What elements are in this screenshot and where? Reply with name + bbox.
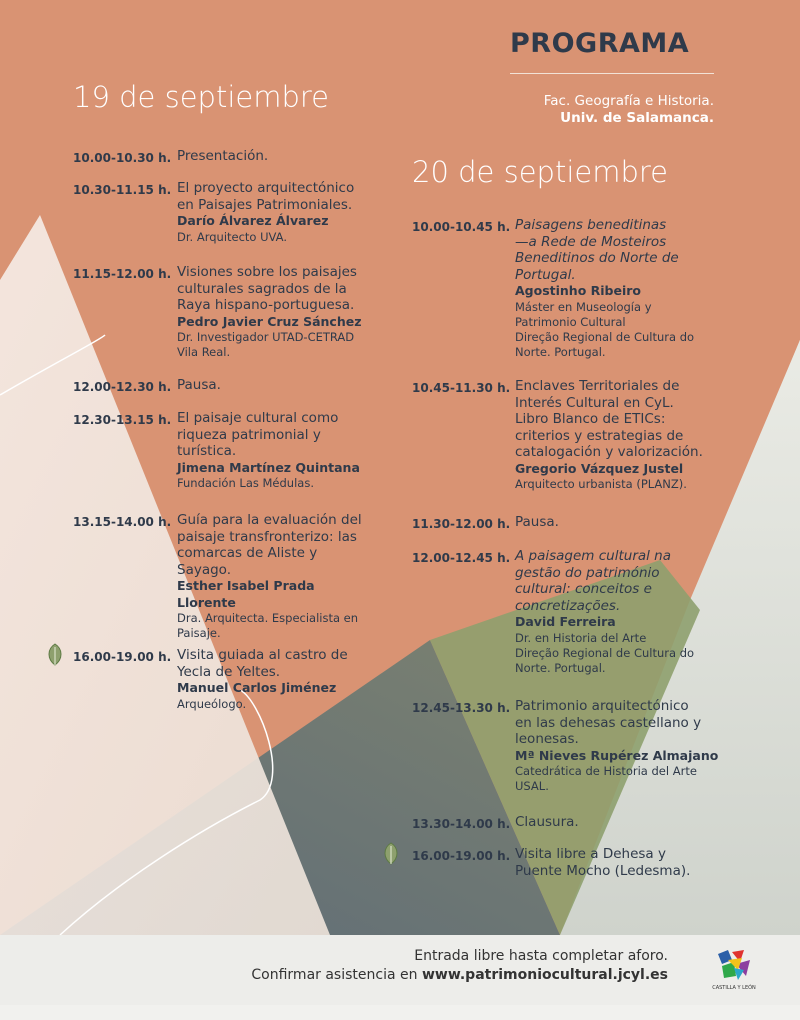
day1-heading: 19 de septiembre	[73, 80, 330, 114]
registration-link[interactable]: www.patrimoniocultural.jcyl.es	[421, 967, 668, 983]
event-time: 10.00-10.30 h.	[73, 151, 172, 165]
event-title-line: Beneditinos do Norte de	[515, 250, 679, 266]
castilla-y-leon-logo	[714, 946, 754, 986]
event-details	[177, 377, 377, 394]
event-affiliation-line: Vila Real.	[177, 345, 231, 359]
event-time: 11.15-12.00 h.	[73, 267, 172, 281]
event-affiliation-line: Norte. Portugal.	[515, 660, 606, 675]
event-title-line: cultural: conceitos e	[515, 581, 652, 597]
event-title-line: concretizações.	[515, 597, 621, 614]
event-affiliation-line: USAL.	[515, 779, 549, 793]
leaf-icon	[382, 842, 400, 866]
event-title-line: riqueza patrimonial y	[177, 426, 321, 443]
event-speaker: Pedro Javier Cruz Sánchez	[177, 313, 362, 329]
leaf-icon	[46, 643, 64, 667]
footer-line-2-prefix: Confirmar asistencia en	[251, 967, 422, 983]
event-affiliation-line: Patrimonio Cultural	[515, 314, 626, 329]
event-title-line: turística.	[177, 443, 237, 459]
event-title-line: Puente Mocho (Ledesma).	[515, 862, 691, 879]
event-time: 12.00-12.30 h.	[73, 380, 172, 394]
event-affiliation-line: Dra. Arquitecta. Especialista en	[177, 611, 359, 625]
event-speaker: Manuel Carlos Jiménez	[177, 680, 337, 695]
event-time: 16.00-19.00 h.	[73, 650, 172, 664]
event-title-line: paisaje transfronterizo: las	[177, 528, 357, 545]
event-affiliation-line: Máster en Museología y	[515, 299, 652, 314]
event-title-line: gestão do património	[515, 564, 660, 581]
event-title-line: Interés Cultural en CyL.	[515, 394, 674, 411]
footer-line-1: Entrada libre hasta completar aforo.	[414, 948, 668, 964]
event-details	[177, 512, 377, 641]
event-details	[515, 378, 725, 492]
event-title-line: catalogación y valorización.	[515, 444, 703, 460]
event-time: 13.15-14.00 h.	[73, 515, 172, 529]
event-title-line: leonesas.	[515, 731, 579, 747]
event-affiliation-line: Direção Regional de Cultura do	[515, 645, 695, 660]
event-title-line: Yecla de Yeltes.	[177, 663, 281, 680]
event-affiliation-line: Catedrática de Historia del Arte	[515, 764, 697, 778]
event-details	[515, 514, 725, 531]
event-details	[515, 217, 725, 360]
footer-text	[251, 947, 668, 985]
event-title-line: Raya hispano-portuguesa.	[177, 297, 355, 313]
event-title-line: El paisaje cultural como	[177, 410, 339, 426]
event-title-line: Visita guiada al castro de	[177, 647, 348, 663]
event-affiliation-line: Fundación Las Médulas.	[177, 476, 314, 490]
event-title-line: Paisagens beneditinas	[515, 217, 667, 233]
event-title-line: culturales sagrados de la	[177, 280, 347, 297]
event-details	[177, 410, 377, 491]
event-title-line: Visita libre a Dehesa y	[515, 846, 666, 862]
event-details	[515, 548, 725, 676]
event-title-line: Clausura.	[515, 814, 579, 830]
event-title-line: criterios y estrategias de	[515, 427, 684, 444]
event-details	[515, 698, 725, 794]
event-title-line: Guía para la evaluación del	[177, 512, 362, 528]
event-details	[515, 846, 725, 879]
venue	[510, 93, 714, 127]
event-details	[177, 264, 377, 360]
event-details	[177, 148, 377, 165]
event-title-line: comarcas de Aliste y	[177, 545, 318, 561]
event-details	[177, 647, 377, 712]
event-title-line: Pausa.	[515, 514, 559, 530]
event-speaker: Gregorio Vázquez Justel	[515, 460, 684, 476]
day2-heading: 20 de septiembre	[412, 155, 669, 189]
event-affiliation-line: Direção Regional de Cultura do	[515, 329, 695, 344]
event-affiliation-line: Arqueólogo.	[177, 696, 247, 711]
event-title-line: Visiones sobre los paisajes	[177, 264, 357, 280]
title-divider	[510, 73, 714, 74]
event-title-line: Enclaves Territoriales de	[515, 378, 680, 394]
event-time: 10.30-11.15 h.	[73, 183, 172, 197]
event-title-line: El proyecto arquitectónico	[177, 180, 355, 196]
event-title-line: Sayago.	[177, 561, 231, 578]
event-speaker: David Ferreira	[515, 614, 616, 629]
event-title-line: Pausa.	[177, 377, 221, 393]
logo-caption: CASTILLA Y LEÓN	[712, 985, 756, 991]
venue-line-2: Univ. de Salamanca.	[560, 110, 714, 126]
event-speaker: Darío Álvarez Álvarez	[177, 213, 329, 228]
event-title-line: Presentación.	[177, 148, 269, 164]
footer-line-2	[251, 966, 668, 985]
venue-line-1: Fac. Geografía e Historia.	[543, 93, 714, 109]
event-affiliation-line: Dr. Arquitecto UVA.	[177, 229, 287, 244]
event-speaker: Esther Isabel Prada Llorente	[177, 578, 315, 610]
event-title-line: en Paisajes Patrimoniales.	[177, 196, 353, 213]
event-affiliation-line: Dr. Investigador UTAD-CETRAD	[177, 330, 355, 344]
event-title-line: Portugal.	[515, 266, 576, 283]
event-speaker: Jimena Martínez Quintana	[177, 459, 360, 475]
event-affiliation-line: Paisaje.	[177, 626, 221, 640]
event-time: 12.30-13.15 h.	[73, 413, 172, 427]
event-details	[515, 814, 725, 831]
event-speaker: Mª Nieves Rupérez Almajano	[515, 747, 719, 763]
event-details	[177, 180, 377, 245]
event-title-line: A paisagem cultural na	[515, 548, 672, 564]
page-title: PROGRAMA	[510, 28, 690, 59]
event-title-line: Libro Blanco de ETICs:	[515, 411, 666, 427]
event-affiliation-line: Norte. Portugal.	[515, 344, 606, 359]
event-affiliation-line: Arquitecto urbanista (PLANZ).	[515, 477, 687, 491]
event-affiliation-line: Dr. en Historia del Arte	[515, 630, 647, 645]
event-title-line: en las dehesas castellano y	[515, 714, 702, 731]
event-title-line: Patrimonio arquitectónico	[515, 698, 689, 714]
event-title-line: —a Rede de Mosteiros	[515, 233, 667, 250]
footer	[0, 935, 800, 1005]
event-speaker: Agostinho Ribeiro	[515, 283, 642, 298]
